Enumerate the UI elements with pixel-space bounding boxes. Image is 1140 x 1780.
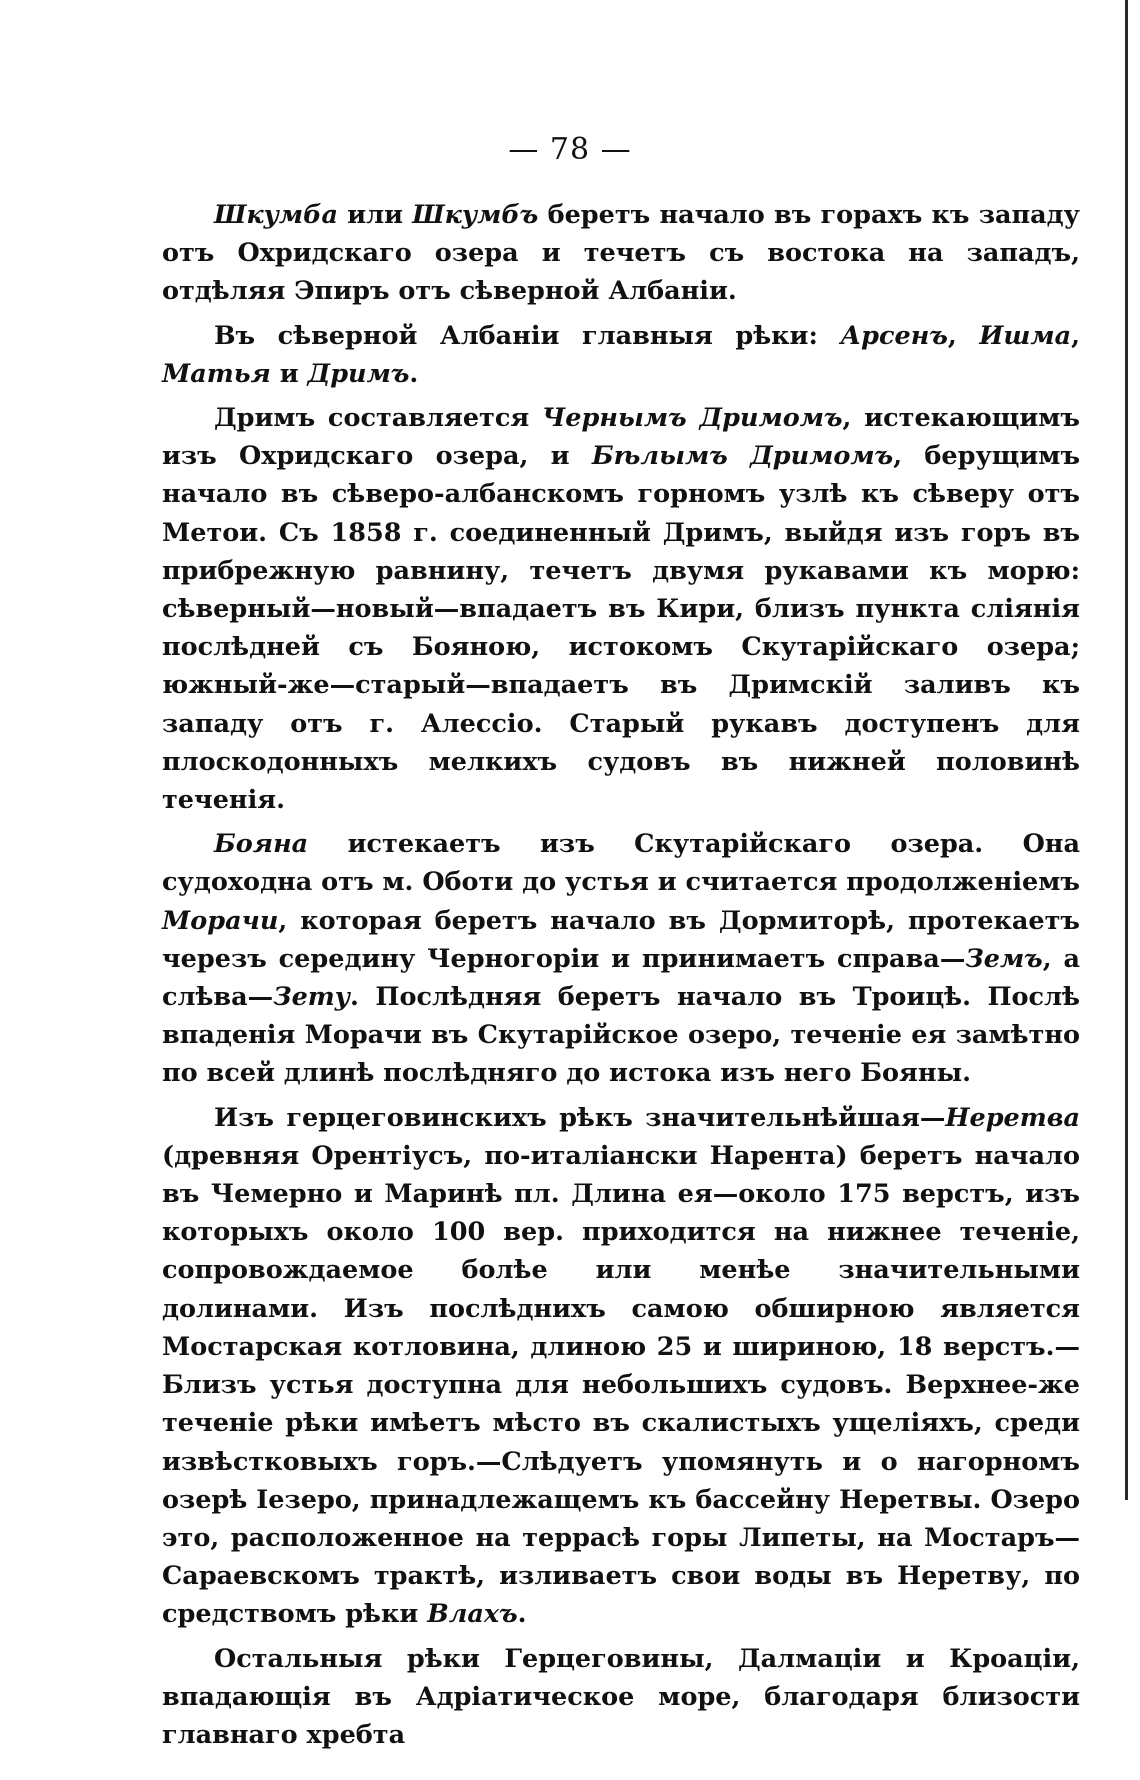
text-run: , берущимъ начало въ сѣверо-албанскомъ горномъ узлѣ къ сѣверу отъ Метои. Съ 1858 г. соединенный Дримъ, выйдя изъ горъ въ прибрежную равнину, течетъ двумя рукавами къ морю: сѣверный—новый—впадаетъ въ Кири, близъ пункта сліянія послѣдней съ Бояною, истокомъ Скутарійскаго озера; южный-же—старый—впадаетъ въ Дримскій заливъ къ западу отъ г. Алессіо. Старый рукавъ доступенъ для плоскодонныхъ мелкихъ судовъ въ нижней половинѣ теченія. [162,441,1081,816]
text-run: , истекающимъ изъ Охридскаго озера, и [162,403,1080,472]
river-name-italic: Земъ [965,943,1043,974]
text-run: (древняя Орентіусъ, по-италіански Нарента) беретъ начало въ Чемерно и Маринѣ пл. Длина ея—около 175 верстъ, изъ которыхъ около 100 вер. приходится на нижнее теченіе, сопровождаемое болѣе или менѣе значительными долинами. Изъ послѣднихъ самою обширною является Мостарская котловина, длиною 25 и шириною, 18 верстъ.—Близъ устья доступна для небольшихъ судовъ. Верхнее-же теченіе рѣки имѣетъ мѣсто въ скалистыхъ ущеліяхъ, среди извѣстковыхъ горъ.—Слѣдуетъ упомянуть и о нагорномъ озерѣ Іезеро, принадлежащемъ къ бассейну Неретвы. Озеро это, расположенное на террасѣ горы Липеты, на Мостаръ—Сараевскомъ трактѣ, изливаетъ свои воды въ Неретву, по средствомъ рѣки [162,1140,1080,1630]
river-name-italic: Дримъ [307,358,410,389]
paragraph-neretva [162,1099,1080,1634]
text-run: , а слѣва— [162,943,1080,1013]
text-run: или [338,200,413,230]
text-run: беретъ начало въ горахъ къ западу отъ Охридскаго озера и течетъ съ востока на западъ, отдѣляя Эпиръ отъ сѣверной Албаніи. [162,200,1081,307]
river-name-italic: Матья [162,358,271,389]
paragraph-other-rivers [162,1640,1080,1755]
text-run: , которая беретъ начало въ Дормиторѣ, протекаетъ черезъ середину Черногоріи и принимаетъ справа— [162,905,1080,974]
river-name-italic: Шкумбъ [412,200,539,230]
paragraph-boyana [162,825,1080,1092]
river-name-italic: Шкумба [214,200,339,230]
text-run: . Послѣдняя беретъ начало въ Троицѣ. Послѣ впаденія Морачи въ Скутарійское озеро, теченіе ея замѣтно по всей длинѣ послѣдняго до истока изъ него Бояны. [162,982,1080,1089]
page-number: — 78 — [508,132,632,167]
river-name-italic: Арсенъ [840,320,948,351]
river-name-italic: Бояна [214,829,309,860]
text-body [162,196,1080,1760]
paragraph-north-albania-rivers [162,317,1080,393]
text-run: и [270,358,308,389]
page-edge-line [1125,0,1128,1500]
river-name-italic: Ишма [979,320,1072,351]
river-name-italic: Чернымъ Дримомъ [542,403,843,434]
river-name-italic: Морачи [162,905,279,936]
text-run: истекаетъ изъ Скутарійскаго озера. Она судоходна отъ м. Оботи до устья и считается продолженіемъ [162,829,1080,898]
text-run: Остальныя рѣки Герцеговины, Далмаціи и Кроаціи, впадающія въ Адріатическое море, благодаря близости главнаго хребта [162,1643,1080,1750]
paragraph-drim [162,399,1080,819]
text-run: . [517,1599,527,1630]
paragraph-shkumba [162,196,1080,311]
text-run: Дримъ составляется [214,403,543,434]
text-run: , [1071,320,1080,351]
river-name-italic: Зету [273,982,351,1013]
river-name-italic: Неретва [945,1102,1080,1133]
text-run: , [947,320,980,351]
text-run: Изъ герцеговинскихъ рѣкъ значительнѣйшая— [214,1102,946,1133]
text-run: Въ сѣверной Албаніи главныя рѣки: [214,320,841,351]
river-name-italic: Бѣлымъ Дримомъ [591,441,894,472]
river-name-italic: Влахъ [427,1599,518,1630]
text-run: . [409,358,419,389]
